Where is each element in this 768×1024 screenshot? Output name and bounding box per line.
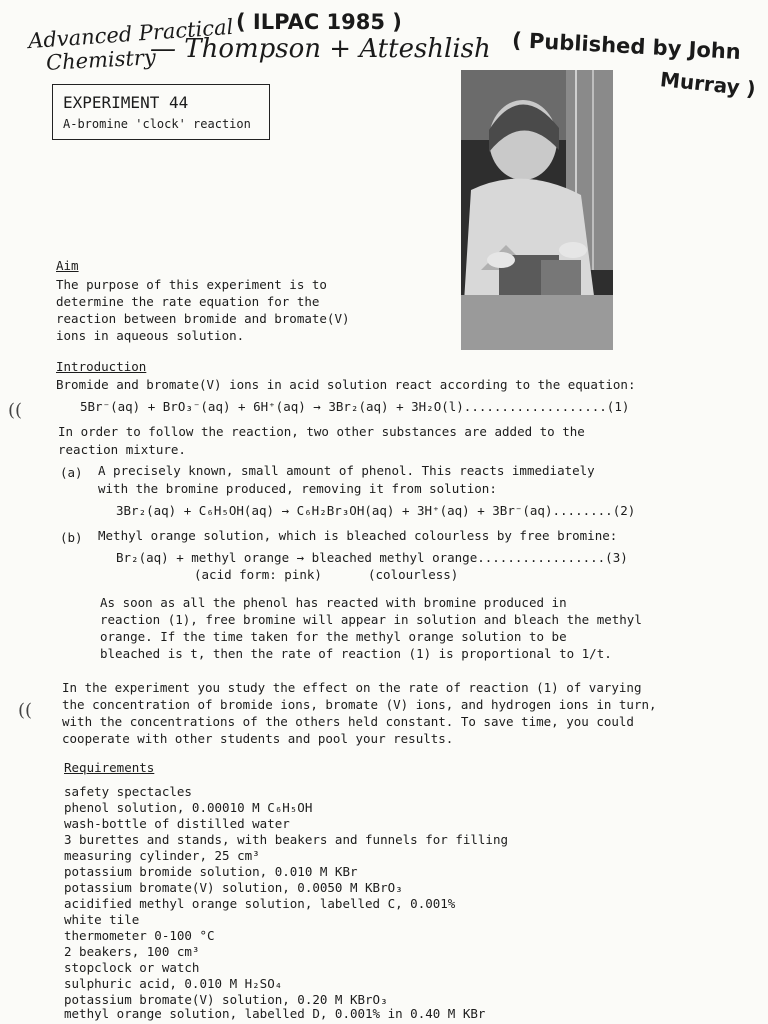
requirement-item: phenol solution, 0.00010 M C₆H₅OH <box>64 800 313 815</box>
intro-paragraph-2b: reaction mixture. <box>58 442 186 457</box>
explanation-line-4: bleached is t, then the rate of reaction (1) is proportional to 1/t. <box>100 646 612 661</box>
item-a-line-1: A precisely known, small amount of phenol. This reacts immediately <box>98 463 595 478</box>
item-b-label: (b) <box>60 530 83 545</box>
item-a-label: (a) <box>60 465 83 480</box>
handwritten-ilpac: ( ILPAC 1985 ) <box>236 10 402 34</box>
requirement-item: potassium bromate(V) solution, 0.20 M KBrO₃ <box>64 992 388 1007</box>
requirement-item: white tile <box>64 912 140 927</box>
aim-line-4: ions in aqueous solution. <box>56 328 245 343</box>
aim-line-1: The purpose of this experiment is to <box>56 277 327 292</box>
requirement-item: thermometer 0-100 °C <box>64 928 215 943</box>
requirement-item: potassium bromate(V) solution, 0.0050 M KBrO₃ <box>64 880 403 895</box>
experiment-title-box <box>52 84 270 140</box>
aim-line-3: reaction between bromide and bromate(V) <box>56 311 350 326</box>
requirement-item: sulphuric acid, 0.010 M H₂SO₄ <box>64 976 283 991</box>
equation-1: 5Br⁻(aq) + BrO₃⁻(aq) + 6H⁺(aq) → 3Br₂(aq) + 3H₂O(l)...................(1) <box>80 399 630 414</box>
equation-3-note-left: (acid form: pink) <box>194 567 322 582</box>
requirement-item: 3 burettes and stands, with beakers and funnels for filling <box>64 832 509 847</box>
experiment-paragraph-line-4: cooperate with other students and pool your results. <box>62 731 454 746</box>
experiment-subtitle: A-bromine 'clock' reaction <box>63 117 251 131</box>
experiment-title: EXPERIMENT 44 <box>63 93 189 112</box>
aim-line-2: determine the rate equation for the <box>56 294 320 309</box>
margin-bracket-mark: (( <box>18 700 33 721</box>
equation-2: 3Br₂(aq) + C₆H₅OH(aq) → C₆H₂Br₃OH(aq) + 3H⁺(aq) + 3Br⁻(aq)........(2) <box>116 503 636 518</box>
requirement-item: stopclock or watch <box>64 960 200 975</box>
item-b-line-1: Methyl orange solution, which is bleached colourless by free bromine: <box>98 528 618 543</box>
handwritten-publisher-line1: ( Published by John <box>511 28 742 64</box>
explanation-line-1: As soon as all the phenol has reacted with bromine produced in <box>100 595 567 610</box>
margin-bracket-mark: (( <box>8 400 23 421</box>
handwritten-authors: — Thompson + Atteshlish <box>150 34 491 64</box>
equation-3: Br₂(aq) + methyl orange → bleached methyl orange.................(3) <box>116 550 628 565</box>
experiment-paragraph-line-1: In the experiment you study the effect on the rate of reaction (1) of varying <box>62 680 642 695</box>
item-a-line-2: with the bromine produced, removing it from solution: <box>98 481 497 496</box>
experiment-photo <box>461 70 613 350</box>
requirements-heading: Requirements <box>64 760 155 775</box>
explanation-line-3: orange. If the time taken for the methyl orange solution to be <box>100 629 567 644</box>
requirement-item: 2 beakers, 100 cm³ <box>64 944 200 959</box>
requirement-item: acidified methyl orange solution, labelled C, 0.001% <box>64 896 456 911</box>
intro-paragraph-2a: In order to follow the reaction, two other substances are added to the <box>58 424 585 439</box>
requirement-item: safety spectacles <box>64 784 192 799</box>
requirement-item: potassium bromide solution, 0.010 M KBr <box>64 864 358 879</box>
handwritten-note-line1: Advanced Practical <box>27 14 235 54</box>
aim-heading: Aim <box>56 258 79 273</box>
intro-paragraph-1: Bromide and bromate(V) ions in acid solution react according to the equation: <box>56 377 636 392</box>
requirement-item: measuring cylinder, 25 cm³ <box>64 848 260 863</box>
handwritten-note-line2: Chemistry <box>45 45 157 75</box>
handwritten-publisher-line2: Murray ) <box>659 67 757 101</box>
experiment-paragraph-line-3: with the concentrations of the others held constant. To save time, you could <box>62 714 634 729</box>
explanation-line-2: reaction (1), free bromine will appear in solution and bleach the methyl <box>100 612 642 627</box>
requirement-item: methyl orange solution, labelled D, 0.001% in 0.40 M KBr <box>64 1006 486 1021</box>
equation-3-note-right: (colourless) <box>368 567 459 582</box>
experiment-paragraph-line-2: the concentration of bromide ions, bromate (V) ions, and hydrogen ions in turn, <box>62 697 657 712</box>
requirement-item: wash-bottle of distilled water <box>64 816 290 831</box>
introduction-heading: Introduction <box>56 359 147 374</box>
